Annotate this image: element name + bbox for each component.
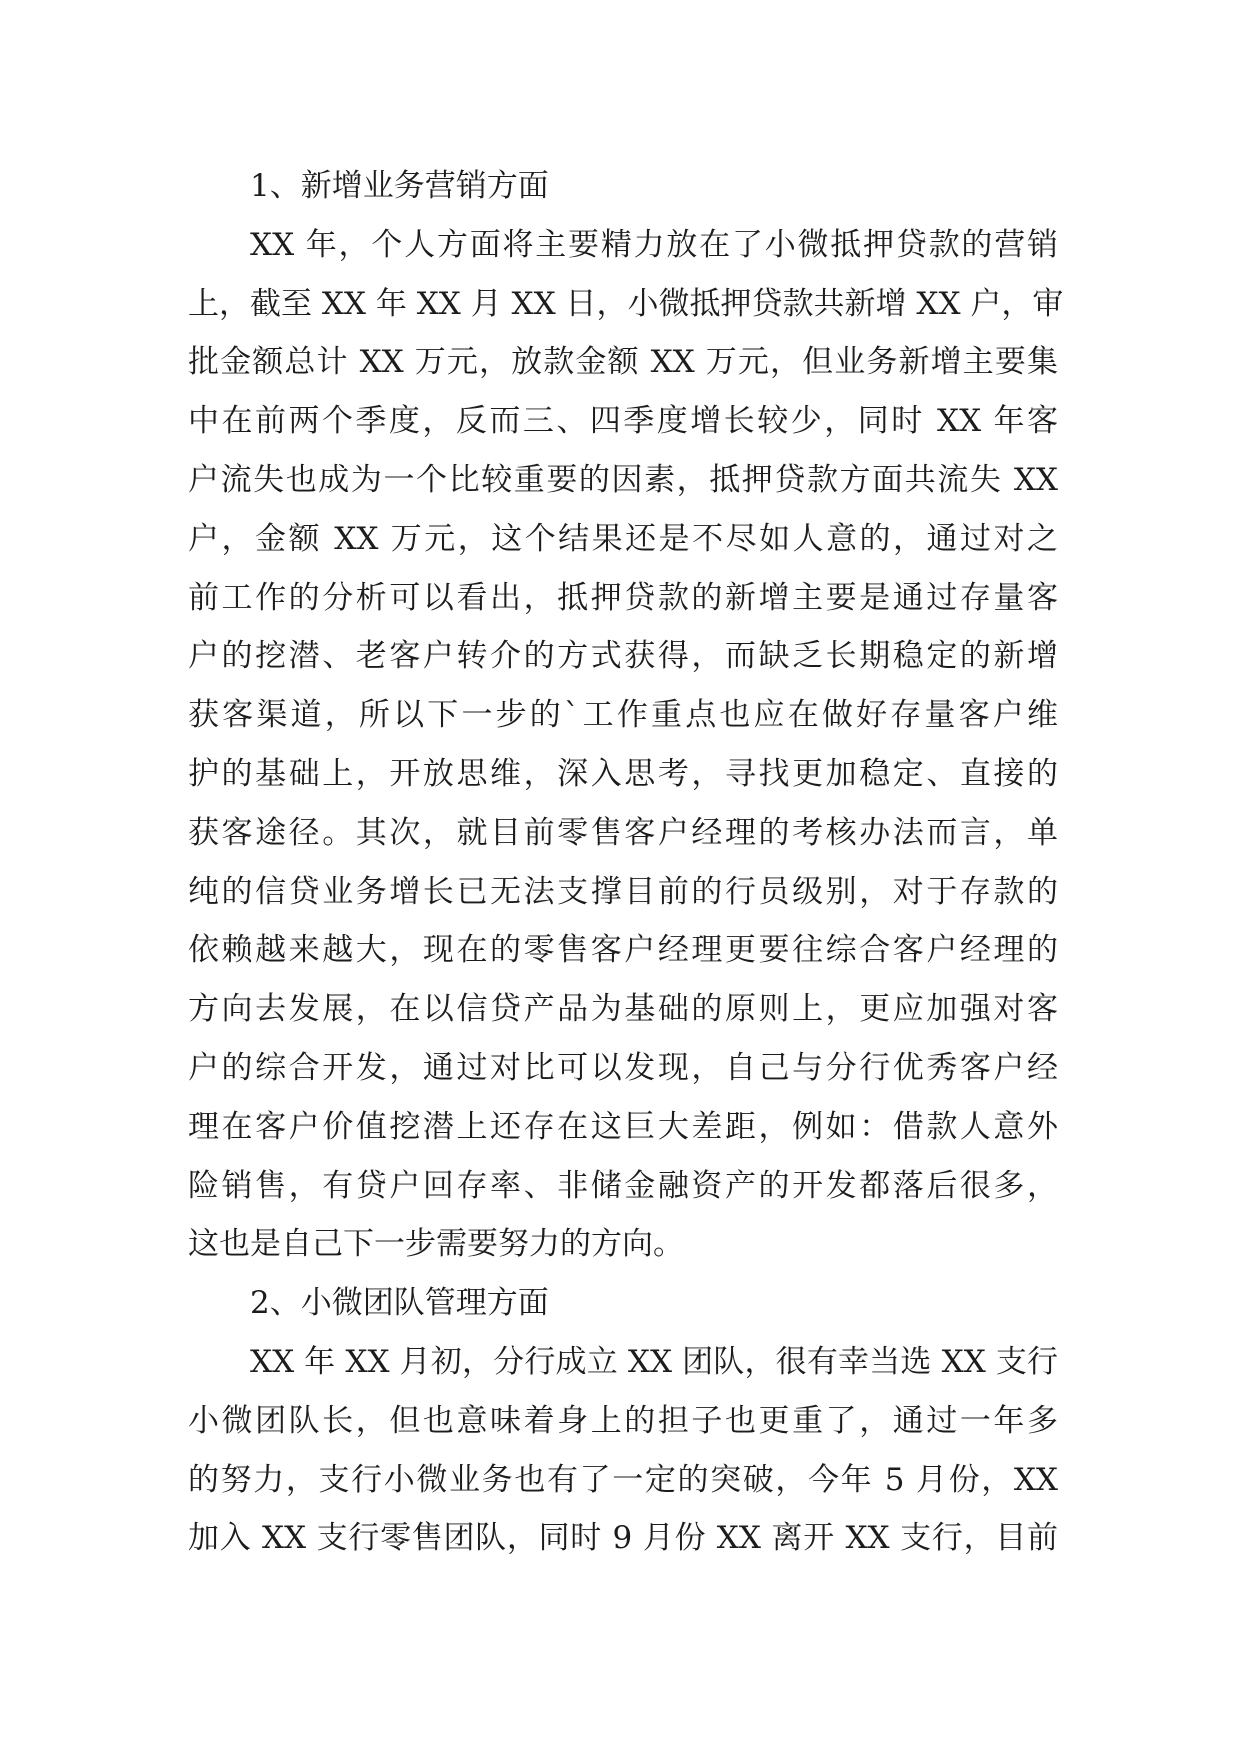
paragraph-line: 批金额总计 XX 万元，放款金额 XX 万元，但业务新增主要集 (188, 344, 1058, 381)
paragraph-line: 加入 XX 支行零售团队，同时 9 月份 XX 离开 XX 支行，目前 (188, 1520, 1058, 1557)
paragraph-line: 纯的信贷业务增长已无法支撑目前的行员级别，对于存款的 (188, 873, 1058, 910)
paragraph-line: 的努力，支行小微业务也有了一定的突破，今年 5 月份，XX (188, 1461, 1058, 1498)
document-body (188, 157, 1064, 1568)
paragraph-line: XX 年 XX 月初，分行成立 XX 团队，很有幸当选 XX 支行 (250, 1343, 1058, 1380)
paragraph-line: 获客途径。其次，就目前零售客户经理的考核办法而言，单 (188, 814, 1058, 851)
paragraph-line: 前工作的分析可以看出，抵押贷款的新增主要是通过存量客 (188, 579, 1058, 616)
paragraph-line: 获客渠道，所以下一步的`工作重点也应在做好存量客户维 (188, 697, 1058, 734)
paragraph-line: 上，截至 XX 年 XX 月 XX 日，小微抵押贷款共新增 XX 户，审 (188, 285, 1064, 322)
paragraph-line: 户的综合开发，通过对比可以发现，自己与分行优秀客户经 (188, 1049, 1058, 1086)
paragraph-line: 依赖越来越大，现在的零售客户经理更要往综合客户经理的 (188, 932, 1058, 969)
paragraph-line: 小微团队长，但也意味着身上的担子也更重了，通过一年多 (188, 1402, 1058, 1439)
paragraph-line: 户流失也成为一个比较重要的因素，抵押贷款方面共流失 XX (188, 461, 1058, 498)
section-1-heading: 1、新增业务营销方面 (250, 168, 549, 204)
paragraph-line: 户的挖潜、老客户转介的方式获得，而缺乏长期稳定的新增 (188, 638, 1058, 675)
paragraph-line: XX 年，个人方面将主要精力放在了小微抵押贷款的营销 (250, 226, 1058, 263)
paragraph-line: 护的基础上，开放思维，深入思考，寻找更加稳定、直接的 (188, 755, 1058, 792)
paragraph-line: 户，金额 XX 万元，这个结果还是不尽如人意的，通过对之 (188, 520, 1058, 557)
paragraph-line: 理在客户价值挖潜上还存在这巨大差距，例如：借款人意外 (188, 1108, 1058, 1145)
paragraph-line: 险销售，有贷户回存率、非储金融资产的开发都落后很多， (188, 1167, 1058, 1204)
section-2-heading: 2、小微团队管理方面 (250, 1285, 549, 1322)
paragraph-last-line: 这也是自己下一步需要努力的方向。 (188, 1226, 684, 1263)
paragraph-line: 方向去发展，在以信贷产品为基础的原则上，更应加强对客 (188, 991, 1058, 1028)
paragraph-line: 中在前两个季度，反而三、四季度增长较少，同时 XX 年客 (188, 403, 1058, 440)
